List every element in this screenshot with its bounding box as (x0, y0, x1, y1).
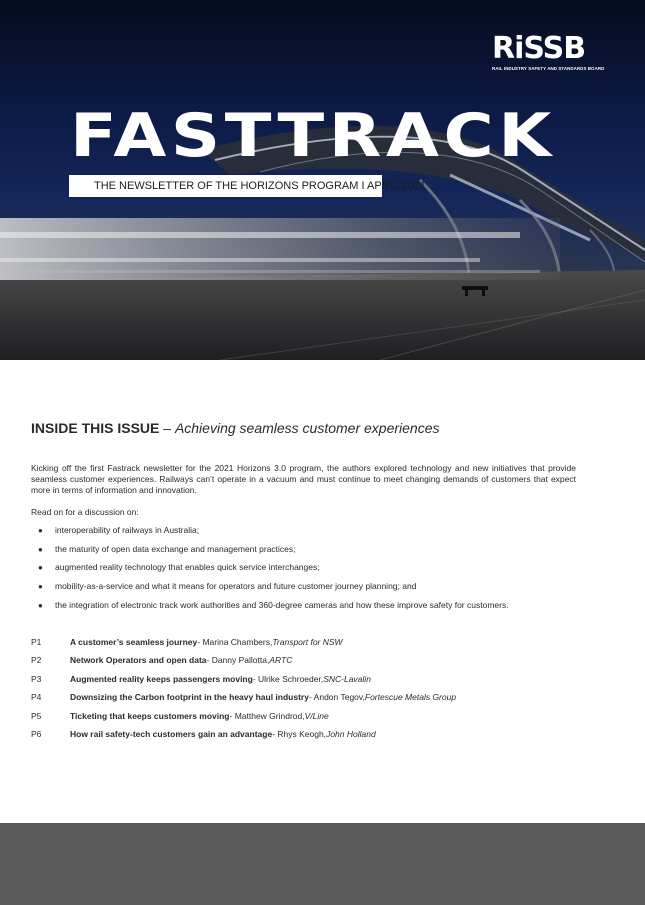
bullet-icon: ● (38, 544, 43, 554)
toc-page: P4 (31, 692, 42, 703)
toc-page: P6 (31, 728, 42, 739)
toc-page: P5 (31, 710, 42, 721)
list-item: ● the maturity of open data exchange and management practices; (38, 543, 296, 554)
toc-org: John Holland (326, 728, 376, 739)
toc-row[interactable] (31, 655, 591, 673)
issue-heading-label: INSIDE THIS ISSUE (31, 420, 160, 436)
topic-list (31, 525, 591, 618)
toc-org: Fortescue Metals Group (364, 692, 457, 703)
toc-page: P3 (31, 673, 42, 684)
list-item: ● the integration of electronic track work authorities and 360-degree cameras and how these improve safety for customers. (38, 599, 509, 610)
toc-row[interactable] (31, 637, 591, 655)
toc-title: Downsizing the Carbon footprint in the heavy haul industry (70, 692, 309, 703)
issue-heading (31, 420, 440, 436)
masthead-tagline: THE NEWSLETTER OF THE HORIZONS PROGRAM I APRIL 2021 (69, 175, 382, 197)
toc-title: Augmented reality keeps passengers moving (70, 673, 253, 684)
toc-org: ARTC (269, 655, 293, 666)
toc-org: SNC-Lavalin (323, 673, 371, 684)
toc-title: How rail safety-tech customers gain an advantage (70, 728, 273, 739)
table-of-contents (31, 637, 591, 747)
list-item: ● mobility-as-a-service and what it means for operators and future customer journey planning; and (38, 581, 417, 592)
toc-author: - Rhys Keogh, (272, 728, 327, 739)
toc-author: - Marina Chambers, (197, 637, 273, 647)
intro-paragraph: Kicking off the first Fastrack newsletter for the 2021 Horizons 3.0 program, the authors explored technology and new initiatives that provide seamless customer experiences. Railways can’t operate in a vacuum and must continue to meet changing demands of customers that expect more in terms of information and innovation. (31, 463, 576, 495)
footer-band (0, 823, 645, 905)
toc-title: Network Operators and open data (70, 655, 207, 666)
list-item: ● augmented reality technology that enables quick service interchanges; (38, 562, 320, 573)
toc-row[interactable] (31, 729, 591, 747)
toc-author: - Matthew Grindrod, (229, 710, 305, 721)
issue-heading-theme: Achieving seamless customer experiences (174, 420, 440, 436)
bullet-icon: ● (38, 582, 43, 592)
toc-title: Ticketing that keeps customers moving (70, 710, 230, 721)
masthead-title: FASTTRACK (70, 101, 556, 171)
toc-author: - Andon Tegov, (308, 692, 365, 703)
hero-banner (0, 0, 645, 360)
toc-page: P1 (31, 637, 42, 647)
bullet-icon: ● (38, 600, 43, 610)
toc-org: V/Line (304, 710, 329, 721)
list-item: ● interoperability of railways in Australia; (38, 525, 200, 535)
logo-subtitle: RAIL INDUSTRY SAFETY AND STANDARDS BOARD (492, 66, 605, 71)
toc-row[interactable] (31, 692, 591, 710)
toc-author: - Danny Pallotta, (206, 655, 270, 666)
toc-row[interactable] (31, 711, 591, 729)
bullet-icon: ● (38, 526, 43, 535)
toc-title: A customer’s seamless journey (70, 637, 198, 647)
toc-page: P2 (31, 655, 42, 666)
logo-wordmark: RiSSB (492, 31, 586, 66)
toc-author: - Ulrike Schroeder, (252, 673, 324, 684)
rissb-logo (492, 31, 605, 71)
read-on-text: Read on for a discussion on: (31, 507, 139, 517)
toc-org: Transport for NSW (272, 637, 343, 647)
issue-heading-dash: – (159, 420, 175, 436)
toc-row[interactable] (31, 674, 591, 692)
bullet-icon: ● (38, 563, 43, 573)
